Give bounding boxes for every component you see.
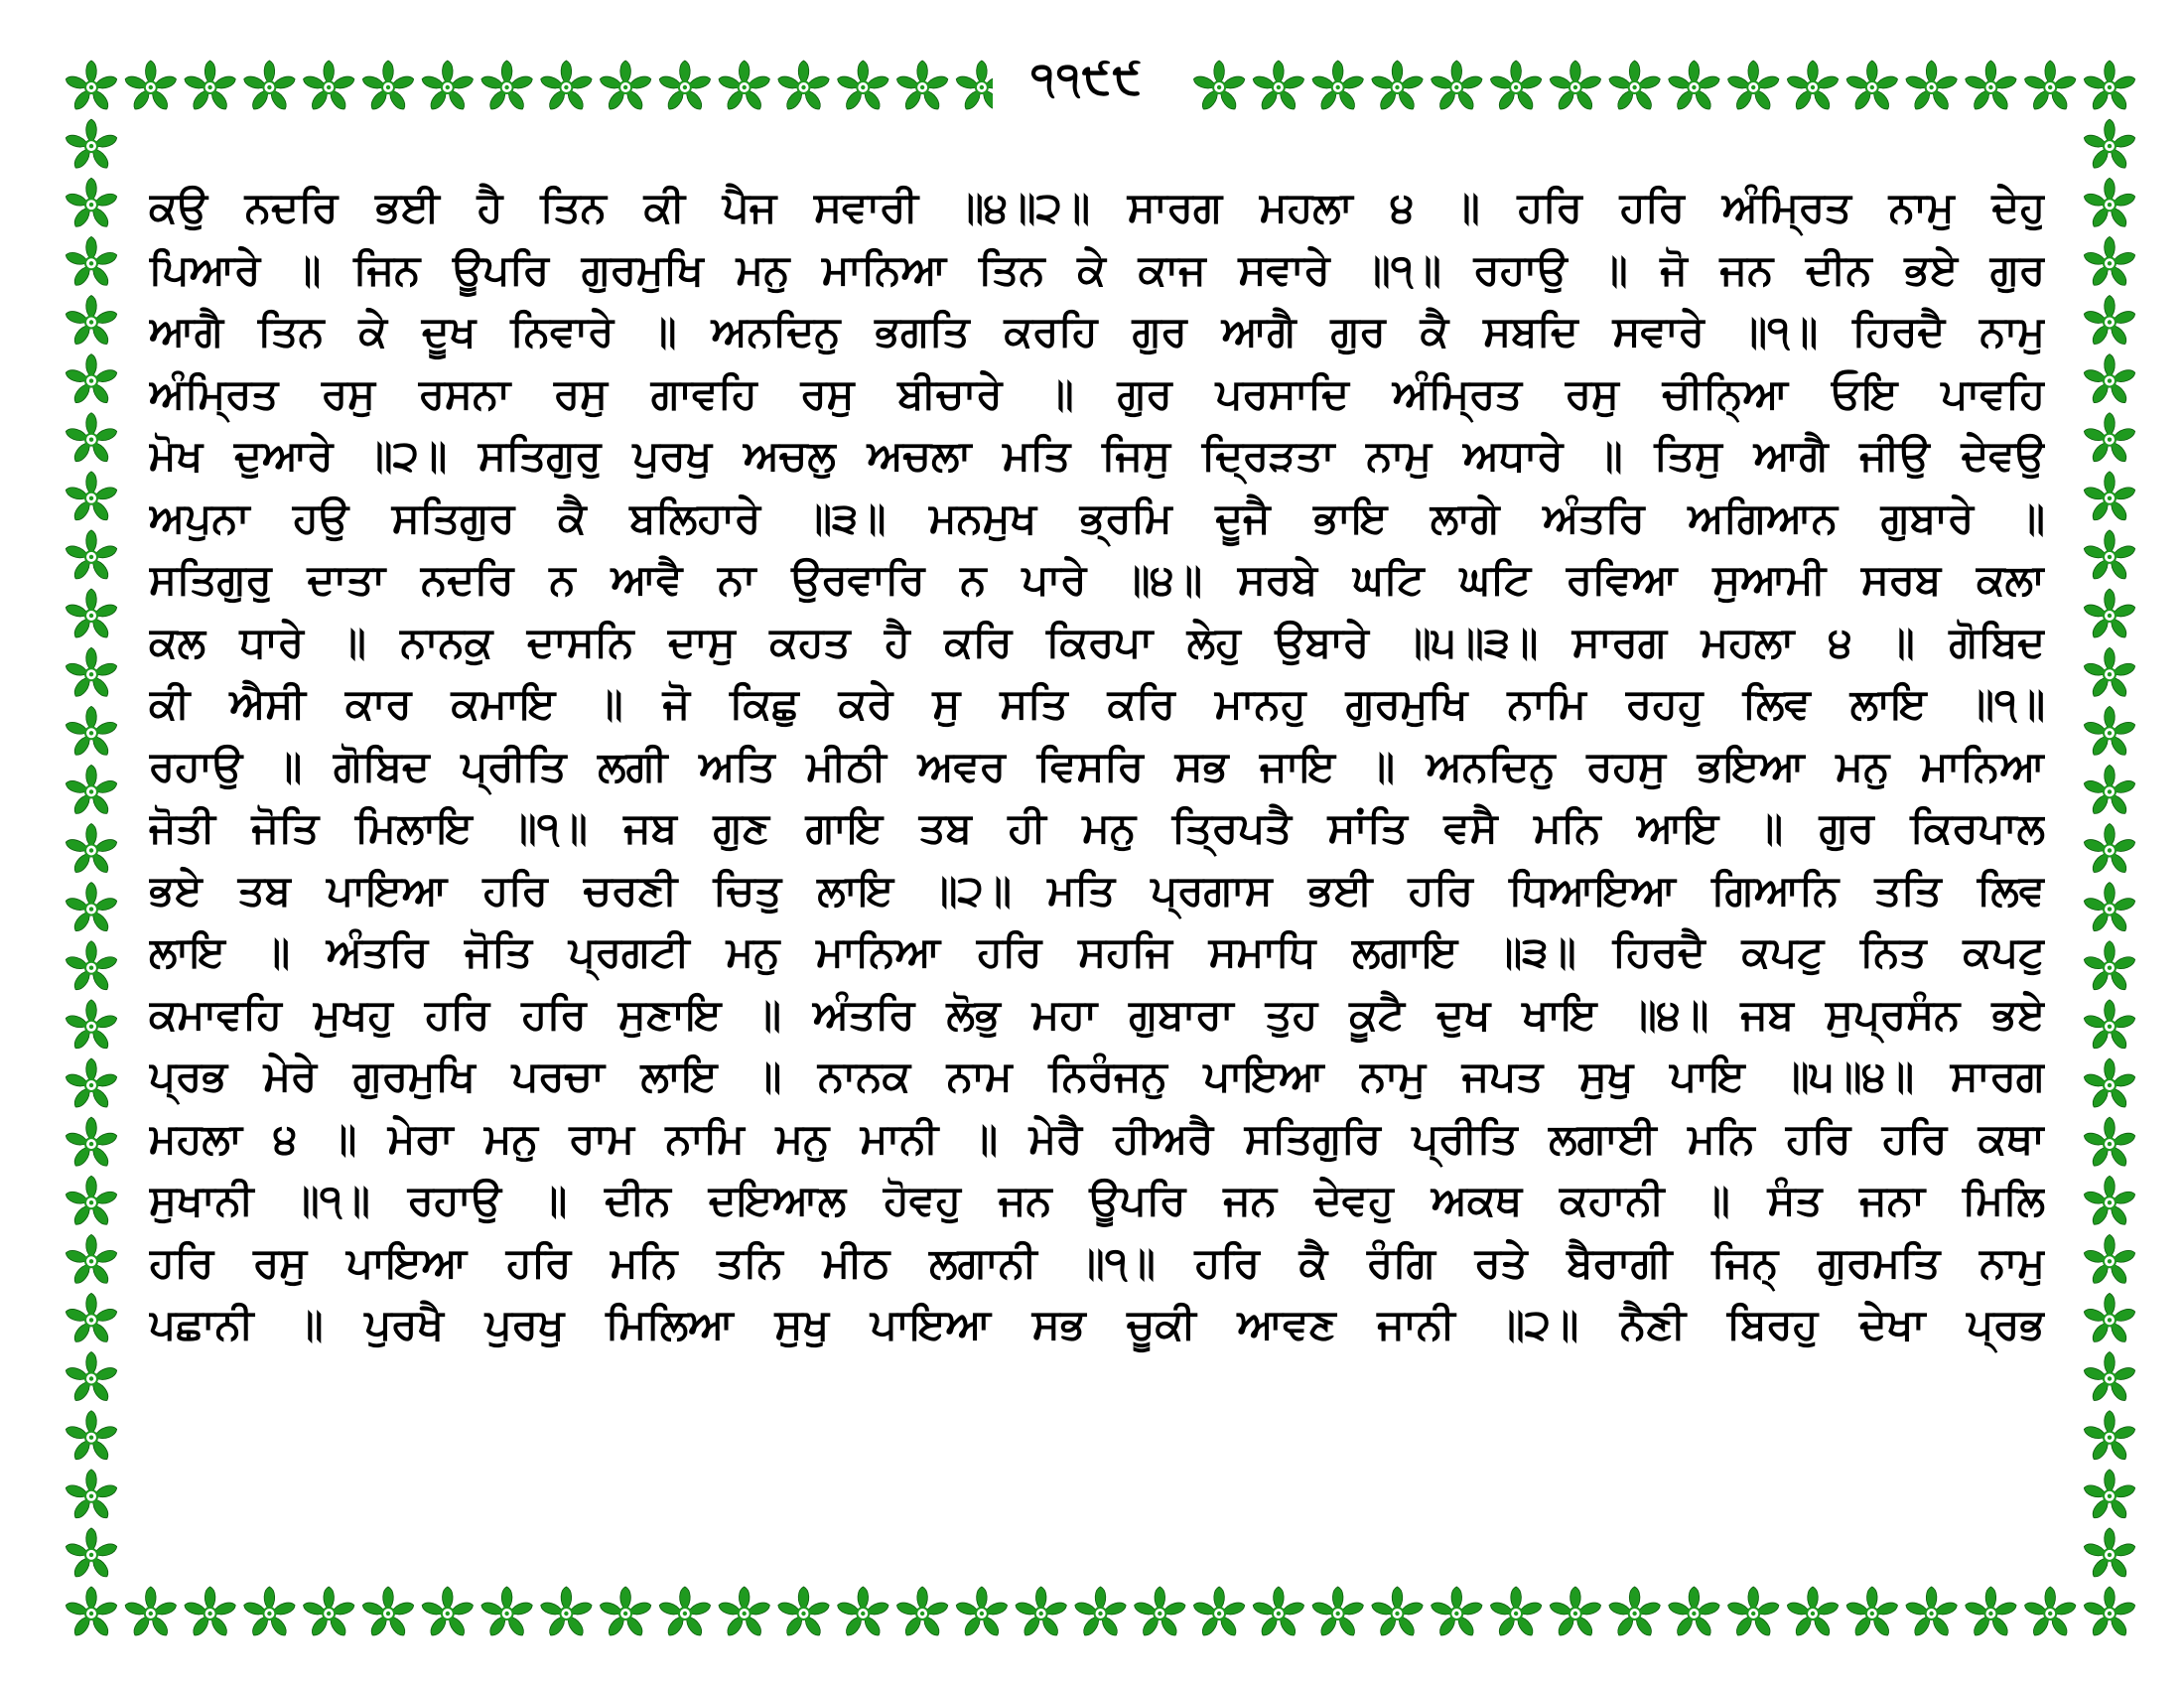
flower-icon — [65, 1352, 119, 1404]
flower-icon — [2083, 1587, 2137, 1638]
flower-icon — [65, 1117, 119, 1169]
flower-icon — [1192, 1587, 1247, 1638]
flower-icon — [599, 61, 653, 112]
flower-icon — [2083, 1470, 2137, 1521]
flower-icon — [1489, 1587, 1544, 1638]
flower-icon — [1549, 1587, 1603, 1638]
flower-icon — [2083, 706, 2137, 758]
flower-icon — [2023, 1587, 2078, 1638]
flower-icon — [65, 413, 119, 465]
flower-icon — [1844, 1587, 1899, 1638]
flower-icon — [65, 472, 119, 523]
flower-icon — [2083, 1117, 2137, 1169]
flower-icon — [2083, 119, 2137, 171]
text-line: ਭਏ ਤਬ ਪਾਇਆ ਹਰਿ ਚਰਣੀ ਚਿਤੁ ਲਾਇ ॥੨॥ ਮਤਿ ਪ੍ਰਗਾਸ ਭਈ ਹਰਿ ਧਿਆਇਆ ਗਿਆਨਿ ਤਤਿ ਲਿਵ — [149, 865, 2045, 914]
flower-icon — [242, 1587, 297, 1638]
text-line: ਮੋਖ ਦੁਆਰੇ ॥੨॥ ਸਤਿਗੁਰੁ ਪੁਰਖੁ ਅਚਲੁ ਅਚਲਾ ਮਤਿ ਜਿਸੁ ਦ੍ਰਿੜਤਾ ਨਾਮੁ ਅਧਾਰੇ ॥ ਤਿਸੁ ਆਗੈ ਜੀਉ ਦੇਵਉ — [149, 431, 2045, 480]
flower-icon — [2083, 941, 2137, 993]
flower-icon — [65, 941, 119, 993]
flower-icon — [65, 824, 119, 876]
flower-icon — [1370, 1587, 1425, 1638]
flower-icon — [65, 530, 119, 582]
flower-icon — [65, 1587, 119, 1638]
flower-icon — [1430, 1587, 1484, 1638]
flower-icon — [479, 61, 534, 112]
flower-icon — [65, 1528, 119, 1580]
text-line: ਆਗੈ ਤਿਨ ਕੇ ਦੂਖ ਨਿਵਾਰੇ ॥ ਅਨਦਿਨੁ ਭਗਤਿ ਕਰਹਿ ਗੁਰ ਆਗੈ ਗੁਰ ਕੈ ਸਬਦਿ ਸਵਾਰੇ ॥੧॥ ਹਿਰਦੈ ਨਾਮੁ — [149, 307, 2045, 355]
flower-icon — [776, 61, 831, 112]
flower-icon — [420, 1587, 475, 1638]
flower-icon — [2083, 765, 2137, 816]
flower-icon — [1786, 1587, 1841, 1638]
flower-icon — [65, 1411, 119, 1463]
flower-icon — [65, 1058, 119, 1110]
flower-icon — [1252, 61, 1306, 112]
flower-icon — [420, 61, 475, 112]
flower-icon — [1667, 61, 1721, 112]
flower-icon — [658, 1587, 713, 1638]
flower-icon — [65, 765, 119, 816]
flower-icon — [1310, 61, 1365, 112]
text-line: ਕਮਾਵਹਿ ਮੁਖਹੁ ਹਰਿ ਹਰਿ ਸੁਣਾਇ ॥ ਅੰਤਰਿ ਲੋਭੁ ਮਹਾ ਗੁਬਾਰਾ ਤੁਹ ਕੂਟੈ ਦੁਖ ਖਾਇ ॥੪॥ ਜਬ ਸੁਪ੍ਰਸੰਨ ਭਏ — [149, 989, 2045, 1039]
text-line: ਹਰਿ ਰਸੁ ਪਾਇਆ ਹਰਿ ਮਨਿ ਤਨਿ ਮੀਠ ਲਗਾਨੀ ॥੧॥ ਹਰਿ ਕੈ ਰੰਗਿ ਰਤੇ ਬੈਰਾਗੀ ਜਿਨ੍ ਗੁਰਮਤਿ ਨਾਮੁ — [149, 1237, 2045, 1287]
flower-icon — [183, 61, 237, 112]
flower-icon — [1607, 61, 1662, 112]
flower-icon — [2083, 530, 2137, 582]
flower-icon — [1252, 1587, 1306, 1638]
flower-icon — [955, 1587, 1010, 1638]
flower-icon — [361, 61, 416, 112]
flower-icon — [65, 1293, 119, 1344]
page-number-box — [993, 44, 1181, 113]
flower-icon — [1964, 1587, 2018, 1638]
flower-icon — [123, 1587, 178, 1638]
flower-icon — [539, 61, 594, 112]
flower-icon — [1073, 1587, 1128, 1638]
flower-icon — [1726, 1587, 1781, 1638]
text-line: ਕਉ ਨਦਰਿ ਭਈ ਹੈ ਤਿਨ ਕੀ ਪੈਜ ਸਵਾਰੀ ॥੪॥੨॥ ਸਾਰਗ ਮਹਲਾ ੪ ॥ ਹਰਿ ਹਰਿ ਅੰਮ੍ਰਿਤ ਨਾਮੁ ਦੇਹੁ — [149, 183, 2045, 231]
flower-icon — [1964, 61, 2018, 112]
text-line: ਸਤਿਗੁਰੁ ਦਾਤਾ ਨਦਰਿ ਨ ਆਵੈ ਨਾ ਉਰਵਾਰਿ ਨ ਪਾਰੇ ॥੪॥ ਸਰਬੇ ਘਟਿ ਘਟਿ ਰਵਿਆ ਸੁਆਮੀ ਸਰਬ ਕਲਾ — [149, 555, 2045, 604]
flower-icon — [2083, 1234, 2137, 1286]
flower-icon — [2083, 1058, 2137, 1110]
flower-icon — [65, 706, 119, 758]
flower-icon — [65, 61, 119, 112]
flower-icon — [302, 1587, 356, 1638]
flower-icon — [2083, 824, 2137, 876]
flower-icon — [183, 1587, 237, 1638]
flower-icon — [65, 1176, 119, 1227]
flower-icon — [65, 296, 119, 348]
flower-icon — [599, 1587, 653, 1638]
flower-icon — [1133, 1587, 1187, 1638]
flower-icon — [479, 1587, 534, 1638]
page-number: ੧੧੯੯ — [1030, 53, 1144, 104]
flower-icon — [836, 61, 890, 112]
flower-icon — [1844, 61, 1899, 112]
flower-icon — [2083, 354, 2137, 406]
flower-icon — [2083, 1352, 2137, 1404]
flower-icon — [1014, 1587, 1068, 1638]
text-line: ਪਛਾਨੀ ॥ ਪੁਰਖੈ ਪੁਰਖੁ ਮਿਲਿਆ ਸੁਖੁ ਪਾਇਆ ਸਭ ਚੂਕੀ ਆਵਣ ਜਾਨੀ ॥੨॥ ਨੈਣੀ ਬਿਰਹੁ ਦੇਖਾ ਪ੍ਰਭ — [149, 1300, 2045, 1348]
text-line: ਰਹਾਉ ॥ ਗੋਬਿਦ ਪ੍ਰੀਤਿ ਲਗੀ ਅਤਿ ਮੀਠੀ ਅਵਰ ਵਿਸਰਿ ਸਭ ਜਾਇ ॥ ਅਨਦਿਨੁ ਰਹਸੁ ਭਇਆ ਮਨੁ ਮਾਨਿਆ — [149, 741, 2045, 790]
flower-icon — [1310, 1587, 1365, 1638]
flower-icon — [65, 236, 119, 288]
flower-icon — [2023, 61, 2078, 112]
flower-icon — [123, 61, 178, 112]
text-line: ਪਿਆਰੇ ॥ ਜਿਨ ਊਪਰਿ ਗੁਰਮੁਖਿ ਮਨੁ ਮਾਨਿਆ ਤਿਨ ਕੇ ਕਾਜ ਸਵਾਰੇ ॥੧॥ ਰਹਾਉ ॥ ਜੋ ਜਨ ਦੀਨ ਭਏ ਗੁਰ — [149, 244, 2045, 294]
flower-icon — [2083, 883, 2137, 934]
flower-icon — [2083, 296, 2137, 348]
text-line: ਸੁਖਾਨੀ ॥੧॥ ਰਹਾਉ ॥ ਦੀਨ ਦਇਆਲ ਹੋਵਹੁ ਜਨ ਊਪਰਿ ਜਨ ਦੇਵਹੁ ਅਕਥ ਕਹਾਨੀ ॥ ਸੰਤ ਜਨਾ ਮਿਲਿ — [149, 1176, 2045, 1224]
flower-icon — [1904, 1587, 1959, 1638]
flower-icon — [717, 1587, 771, 1638]
flower-icon — [776, 1587, 831, 1638]
text-line: ਕੀ ਐਸੀ ਕਾਰ ਕਮਾਇ ॥ ਜੋ ਕਿਛੁ ਕਰੇ ਸੁ ਸਤਿ ਕਰਿ ਮਾਨਹੁ ਗੁਰਮੁਖਿ ਨਾਮਿ ਰਹਹੁ ਲਿਵ ਲਾਇ ॥੧॥ — [149, 679, 2045, 728]
flower-icon — [1786, 61, 1841, 112]
flower-icon — [895, 61, 950, 112]
flower-icon — [1726, 61, 1781, 112]
text-line: ਮਹਲਾ ੪ ॥ ਮੇਰਾ ਮਨੁ ਰਾਮ ਨਾਮਿ ਮਨੁ ਮਾਨੀ ॥ ਮੇਰੈ ਹੀਅਰੈ ਸਤਿਗੁਰਿ ਪ੍ਰੀਤਿ ਲਗਾਈ ਮਨਿ ਹਰਿ ਹਰਿ ਕਥਾ — [149, 1113, 2045, 1163]
flower-icon — [2083, 1176, 2137, 1227]
text-line: ਪ੍ਰਭ ਮੇਰੇ ਗੁਰਮੁਖਿ ਪਰਚਾ ਲਾਇ ॥ ਨਾਨਕ ਨਾਮ ਨਿਰੰਜਨੁ ਪਾਇਆ ਨਾਮੁ ਜਪਤ ਸੁਖੁ ਪਾਇ ॥੫॥੪॥ ਸਾਰਗ — [149, 1052, 2045, 1100]
scripture-text — [149, 177, 2045, 1356]
flower-icon — [2083, 1411, 2137, 1463]
flower-icon — [65, 119, 119, 171]
flower-icon — [2083, 61, 2137, 112]
flower-icon — [65, 883, 119, 934]
flower-icon — [361, 1587, 416, 1638]
flower-icon — [717, 61, 771, 112]
flower-icon — [65, 647, 119, 699]
text-line: ਕਲ ਧਾਰੇ ॥ ਨਾਨਕੁ ਦਾਸਨਿ ਦਾਸੁ ਕਹਤ ਹੈ ਕਰਿ ਕਿਰਪਾ ਲੇਹੁ ਉਬਾਰੇ ॥੫॥੩॥ ਸਾਰਗ ਮਹਲਾ ੪ ॥ ਗੋਬਿਦ — [149, 617, 2045, 666]
text-line: ਅੰਮ੍ਰਿਤ ਰਸੁ ਰਸਨਾ ਰਸੁ ਗਾਵਹਿ ਰਸੁ ਬੀਚਾਰੇ ॥ ਗੁਰ ਪਰਸਾਦਿ ਅੰਮ੍ਰਿਤ ਰਸੁ ਚੀਨਿ੍ਆ ਓਇ ਪਾਵਹਿ — [149, 368, 2045, 418]
flower-icon — [1904, 61, 1959, 112]
flower-icon — [658, 61, 713, 112]
flower-icon — [242, 61, 297, 112]
flower-icon — [65, 1470, 119, 1521]
flower-icon — [836, 1587, 890, 1638]
flower-icon — [2083, 178, 2137, 229]
flower-icon — [2083, 413, 2137, 465]
flower-icon — [2083, 1000, 2137, 1052]
flower-icon — [1549, 61, 1603, 112]
flower-icon — [2083, 589, 2137, 640]
text-line: ਅਪੁਨਾ ਹਉ ਸਤਿਗੁਰ ਕੈ ਬਲਿਹਾਰੇ ॥੩॥ ਮਨਮੁਖ ਭ੍ਰਮਿ ਦੂਜੈ ਭਾਇ ਲਾਗੇ ਅੰਤਰਿ ਅਗਿਆਨ ਗੁਬਾਰੇ ॥ — [149, 492, 2045, 542]
flower-icon — [2083, 236, 2137, 288]
flower-icon — [65, 354, 119, 406]
flower-icon — [1607, 1587, 1662, 1638]
flower-icon — [1192, 61, 1247, 112]
text-line: ਲਾਇ ॥ ਅੰਤਰਿ ਜੋਤਿ ਪ੍ਰਗਟੀ ਮਨੁ ਮਾਨਿਆ ਹਰਿ ਸਹਜਿ ਸਮਾਧਿ ਲਗਾਇ ॥੩॥ ਹਿਰਦੈ ਕਪਟੁ ਨਿਤ ਕਪਟੁ — [149, 927, 2045, 976]
flower-icon — [2083, 1293, 2137, 1344]
flower-icon — [1370, 61, 1425, 112]
flower-icon — [65, 589, 119, 640]
flower-icon — [1489, 61, 1544, 112]
flower-icon — [895, 1587, 950, 1638]
flower-icon — [1667, 1587, 1721, 1638]
flower-icon — [65, 178, 119, 229]
flower-icon — [2083, 647, 2137, 699]
flower-icon — [65, 1234, 119, 1286]
flower-icon — [302, 61, 356, 112]
flower-icon — [539, 1587, 594, 1638]
flower-icon — [1430, 61, 1484, 112]
flower-icon — [2083, 472, 2137, 523]
flower-icon — [65, 1000, 119, 1052]
text-line: ਜੋਤੀ ਜੋਤਿ ਮਿਲਾਇ ॥੧॥ ਜਬ ਗੁਣ ਗਾਇ ਤਬ ਹੀ ਮਨੁ ਤ੍ਰਿਪਤੈ ਸਾਂਤਿ ਵਸੈ ਮਨਿ ਆਇ ॥ ਗੁਰ ਕਿਰਪਾਲ — [149, 803, 2045, 852]
flower-icon — [2083, 1528, 2137, 1580]
